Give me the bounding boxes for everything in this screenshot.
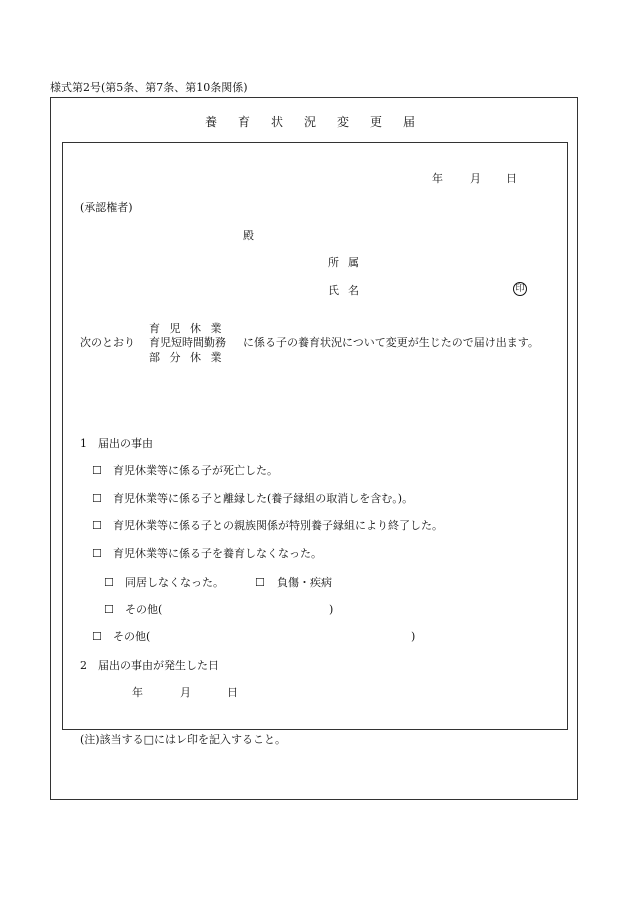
event-day-label: 日: [227, 686, 238, 699]
date-year-label: 年: [432, 172, 443, 185]
section1-heading: 1 届出の事由: [80, 437, 153, 450]
checkbox-item-1[interactable]: ☐: [92, 464, 102, 477]
checkbox-sub-cohabit[interactable]: ☐: [104, 576, 114, 589]
event-month-label: 月: [180, 686, 191, 699]
approver-label: (承認権者): [80, 201, 133, 214]
checkbox-sub-other[interactable]: ☐: [104, 603, 114, 616]
date-day-label: 日: [506, 172, 517, 185]
leave-type-childcare: 育児休業: [149, 322, 231, 335]
form-title: 養育状況変更届: [205, 115, 437, 129]
leave-type-short-hours: 育児短時間勤務: [149, 336, 226, 349]
sub-item-injury: 負傷・疾病: [277, 576, 332, 589]
section2-heading: 2 届出の事由が発生した日: [80, 659, 219, 672]
seal-icon: 印: [513, 282, 527, 296]
sub-item-other: その他(: [125, 603, 163, 616]
footnote: (注)該当する□にはレ印を記入すること。: [80, 733, 286, 746]
checkbox-sub-injury[interactable]: ☐: [255, 576, 265, 589]
checkbox-item-3[interactable]: ☐: [92, 519, 102, 532]
form-number-label: 様式第2号(第5条、第7条、第10条関係): [50, 81, 248, 94]
lead-rest-text: に係る子の養育状況について変更が生じたので届け出ます。: [243, 336, 539, 349]
checkbox-other[interactable]: ☐: [92, 630, 102, 643]
affiliation-label: 所属: [328, 256, 368, 269]
sub-item-cohabit: 同居しなくなった。: [125, 576, 224, 589]
leave-type-partial: 部分休業: [149, 351, 231, 364]
item-other-close: ): [411, 630, 416, 643]
checkbox-item-2[interactable]: ☐: [92, 492, 102, 505]
lead-text: 次のとおり: [80, 336, 135, 349]
reason-item-2: 育児休業等に係る子と離縁した(養子縁組の取消しを含む。)。: [113, 492, 414, 505]
name-label: 氏名: [328, 284, 368, 297]
sub-item-other-close: ): [329, 603, 334, 616]
item-other: その他(: [113, 630, 151, 643]
reason-item-4: 育児休業等に係る子を養育しなくなった。: [113, 547, 322, 560]
reason-item-1: 育児休業等に係る子が死亡した。: [113, 464, 278, 477]
reason-item-3: 育児休業等に係る子との親族関係が特別養子縁組により終了した。: [113, 519, 443, 532]
event-year-label: 年: [132, 686, 143, 699]
checkbox-item-4[interactable]: ☐: [92, 547, 102, 560]
date-month-label: 月: [470, 172, 481, 185]
honorific-dono: 殿: [243, 229, 254, 242]
